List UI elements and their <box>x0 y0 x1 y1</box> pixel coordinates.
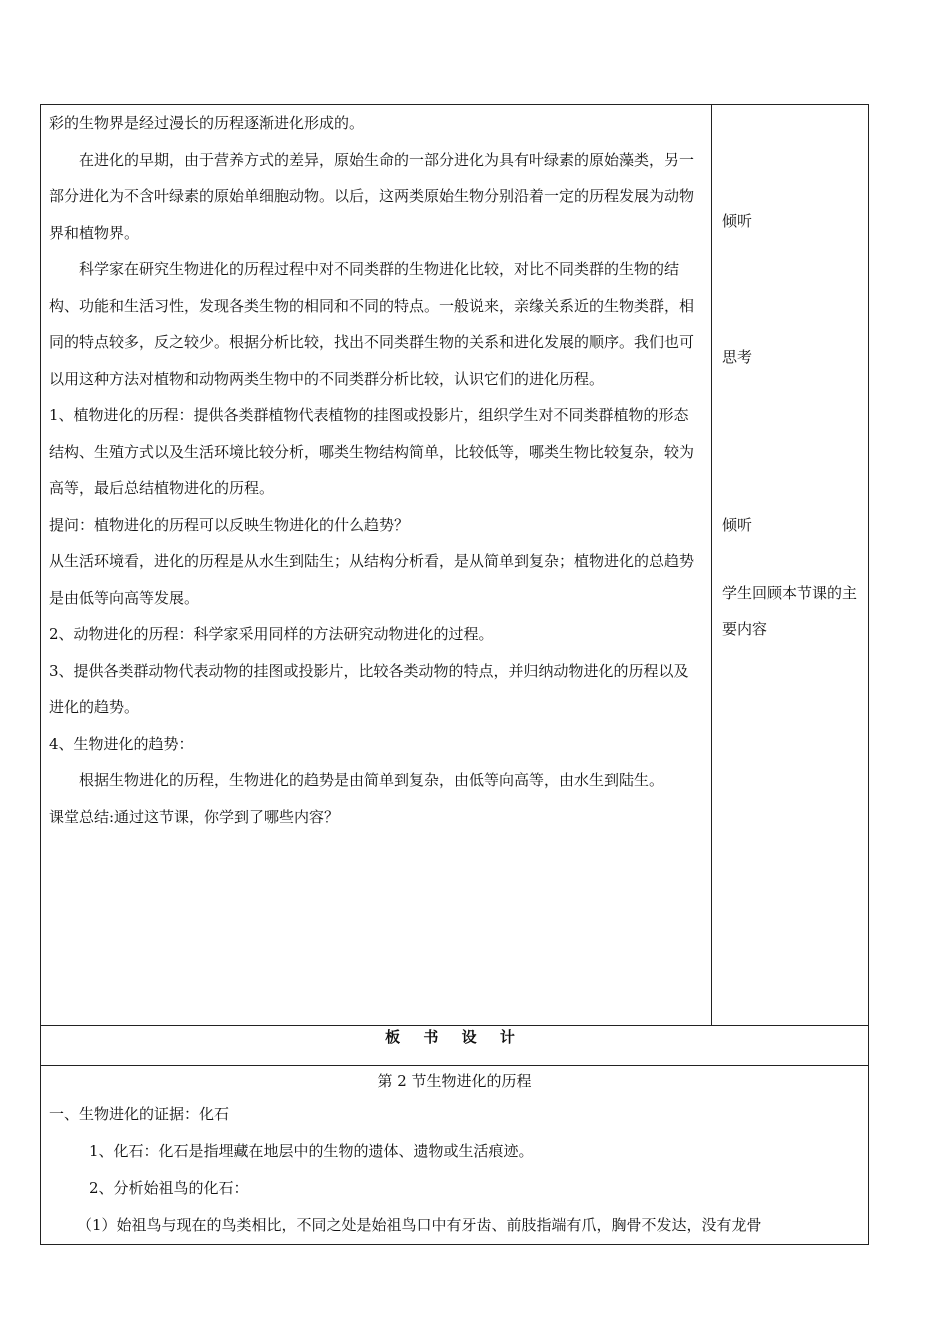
paragraph: 提问：植物进化的历程可以反映生物进化的什么趋势？ <box>49 515 410 534</box>
board-line: 一、生物进化的证据：化石 <box>49 1105 230 1123</box>
student-activity-cell <box>712 105 869 1026</box>
paragraph: 1、植物进化的历程：提供各类群植物代表植物的挂图或投影片，组织学生对不同类群植物的形态结构、生殖方式以及生活环境比较分析，哪类生物结构简单，比较低等，哪类生物比较复杂，较为高等，最后总结植物进化的历程。 <box>49 406 695 497</box>
lesson-plan-sheet <box>40 104 858 1245</box>
board-design-content-cell <box>41 1066 869 1245</box>
paragraph: 2、动物进化的历程：科学家采用同样的方法研究动物进化的过程。 <box>49 625 494 643</box>
paragraph: 从生活环境看，进化的历程是从水生到陆生；从结构分析看，是从简单到复杂；植物进化的总趋势是由低等向高等发展。 <box>49 552 695 607</box>
paragraph: 3、提供各类群动物代表动物的挂图或投影片，比较各类动物的特点，并归纳动物进化的历程以及进化的趋势。 <box>49 661 689 716</box>
lesson-table <box>40 104 869 1245</box>
paragraph: 彩的生物界是经过漫长的历程逐渐进化形成的。 <box>49 114 365 132</box>
board-line: 1、化石：化石是指埋藏在地层中的生物的遗体、遗物或生活痕迹。 <box>89 1142 534 1160</box>
side-note-listen: 倾听 <box>722 212 753 230</box>
board-line: 2、分析始祖鸟的化石： <box>89 1179 249 1197</box>
board-design-heading-cell <box>41 1026 869 1066</box>
paragraph: 4、生物进化的趋势： <box>49 734 194 753</box>
side-note-listen: 倾听 <box>722 516 753 534</box>
paragraph: 科学家在研究生物进化的历程过程中对不同类群的生物进化比较，对比不同类群的生物的结构、功能和生活习性，发现各类生物的相同和不同的特点。一般说来，亲缘关系近的生物类群，相同的特点较多，反之较少。根据分析比较，找出不同类群生物的关系和进化发展的顺序。我们也可以用这种方法对植物和动物两类生物中的不同类群分析比较，认识它们的进化历程。 <box>49 260 695 388</box>
teaching-process-cell <box>41 105 712 1026</box>
paragraph: 课堂总结:通过这节课，你学到了哪些内容？ <box>49 807 340 826</box>
side-note-think: 思考 <box>722 348 753 366</box>
paragraph: 在进化的早期，由于营养方式的差异，原始生命的一部分进化为具有叶绿素的原始藻类，另一部分进化为不含叶绿素的原始单细胞动物。以后，这两类原始生物分别沿着一定的历程发展为动物界和植物界。 <box>49 150 695 242</box>
paragraph: 根据生物进化的历程，生物进化的趋势是由简单到复杂，由低等向高等，由水生到陆生。 <box>79 771 665 789</box>
board-design-heading: 板 书 设 计 <box>385 1028 524 1046</box>
board-line: （1）始祖鸟与现在的鸟类相比，不同之处是始祖鸟口中有牙齿、前肢指端有爪，胸骨不发达，没有龙骨 <box>77 1216 762 1234</box>
board-title: 第 2 节生物进化的历程 <box>377 1072 532 1090</box>
side-note-review: 学生回顾本节课的主要内容 <box>722 584 858 638</box>
